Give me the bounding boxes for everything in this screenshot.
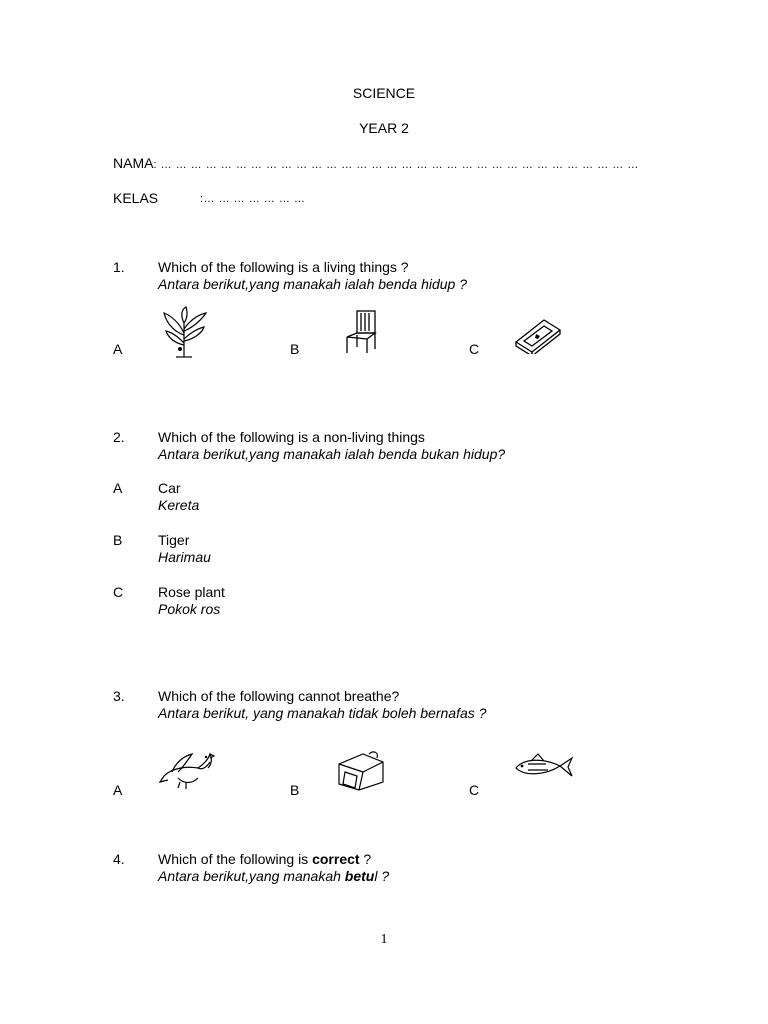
question-1-text-ms: Antara berikut,yang manakah ialah benda hidup ? <box>158 276 467 292</box>
fish-icon <box>514 752 574 782</box>
question-1-option-a-letter[interactable]: A <box>113 341 123 357</box>
year-title: YEAR 2 <box>359 120 409 136</box>
name-label: NAMA <box>113 155 154 171</box>
bag-icon <box>333 750 387 792</box>
question-4-text-en-pre: Which of the following is <box>158 851 313 867</box>
book-icon <box>514 318 562 354</box>
question-1-text-en: Which of the following is a living things ? <box>158 259 409 275</box>
question-2-option-c-ms: Pokok ros <box>158 601 221 617</box>
question-4-text-ms-post: l ? <box>374 868 390 884</box>
subject-title: SCIENCE <box>352 85 416 101</box>
page-number: 1 <box>380 932 388 947</box>
class-label: KELAS <box>113 190 159 206</box>
question-4-text-ms <box>158 868 389 884</box>
question-4-text-en-bold: correct <box>312 851 360 867</box>
question-4-text-ms-bold: betu <box>344 868 375 884</box>
class-dots[interactable]: :… … … … … … … <box>200 193 306 205</box>
question-4-text-en-post: ? <box>359 851 372 867</box>
question-2-option-c-en: Rose plant <box>158 584 225 600</box>
question-3-text-en: Which of the following cannot breathe? <box>158 688 400 704</box>
question-2-option-c-letter[interactable]: C <box>113 584 124 600</box>
bird-icon <box>158 748 216 790</box>
name-dots: : … … … … … … … … … … … … … … … … … … … … … … … … … … … … … … … … <box>153 159 639 171</box>
question-2-option-a-ms: Kereta <box>158 497 200 513</box>
chair-icon <box>343 309 379 355</box>
question-3-option-c-letter[interactable]: C <box>469 782 480 798</box>
name-field-row[interactable] <box>113 155 639 171</box>
plant-icon <box>160 305 210 360</box>
question-4-text-en <box>158 851 371 867</box>
question-3-number: 3. <box>113 688 125 704</box>
question-3-option-b-letter[interactable]: B <box>290 782 300 798</box>
question-1-option-c-letter[interactable]: C <box>469 341 480 357</box>
question-2-number: 2. <box>113 429 125 445</box>
question-3-option-a-letter[interactable]: A <box>113 782 123 798</box>
question-3-text-ms: Antara berikut, yang manakah tidak boleh bernafas ? <box>158 705 487 721</box>
question-2-option-b-en: Tiger <box>158 532 190 548</box>
question-2-option-b-letter[interactable]: B <box>113 532 123 548</box>
question-2-text-ms: Antara berikut,yang manakah ialah benda bukan hidup? <box>158 446 506 462</box>
question-2-option-a-letter[interactable]: A <box>113 480 123 496</box>
question-1-number: 1. <box>113 259 125 275</box>
question-4-text-ms-pre: Antara berikut,yang manakah <box>158 868 345 884</box>
question-1-option-b-letter[interactable]: B <box>290 341 300 357</box>
question-2-option-a-en: Car <box>158 480 181 496</box>
question-2-text-en: Which of the following is a non-living things <box>158 429 425 445</box>
question-4-number: 4. <box>113 851 125 867</box>
question-2-option-b-ms: Harimau <box>158 549 211 565</box>
